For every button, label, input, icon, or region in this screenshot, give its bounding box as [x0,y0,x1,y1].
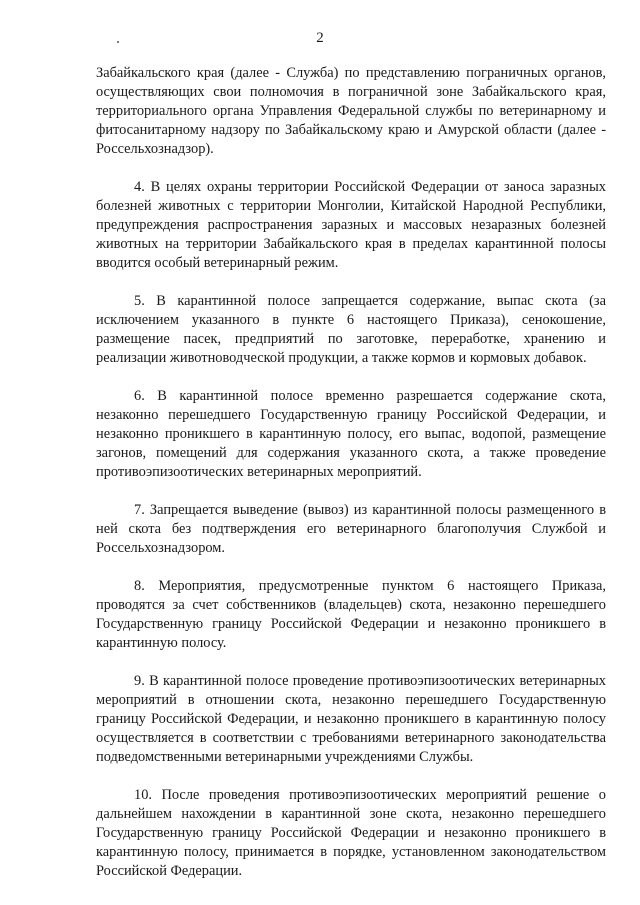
paragraph-service-definition: Забайкальского края (далее - Служба) по представлению пограничных органов, осуществляющих свои полномочия в пограничной зоне Забайкальского края, территориального органа Управления Федеральной службы по ветеринарному и фитосанитарному надзору по Забайкальскому краю и Амурской области (далее - Россельхознадзор). [96,65,606,157]
paragraph-item-7: 7. Запрещается выведение (вывоз) из карантинной полосы размещенного в ней скота без подтверждения его ветеринарного благополучия Службой и Россельхознадзором. [96,502,606,556]
paragraph-item-6: 6. В карантинной полосе временно разрешается содержание скота, незаконно перешедшего Государственную границу Российской Федерации, и незаконно проникшего в карантинную полосу, его выпас, водопой, размещение загонов, помещений для содержания указанного скота, а также проведение противоэпизоотических ветеринарных мероприятий. [96,388,606,480]
paragraph-item-5: 5. В карантинной полосе запрещается содержание, выпас скота (за исключением указанного в пункте 6 настоящего Приказа), сенокошение, размещение пасек, предприятий по заготовке, переработке, хранению и реализации животноводческой продукции, а также кормов и кормовых добавок. [96,293,606,366]
page-number: 2 [316,30,324,46]
paragraph-item-8: 8. Мероприятия, предусмотренные пунктом 6 настоящего Приказа, проводятся за счет собственников (владельцев) скота, незаконно перешедшего Государственную границу Российской Федерации и незаконно проникшего в карантинную полосу. [96,578,606,651]
paragraph-item-9: 9. В карантинной полосе проведение противоэпизоотических ветеринарных мероприятий в отношении скота, незаконно перешедшего Государственную границу Российской Федерации, и незаконно проникшего в карантинную полосу осуществляется в соответствии с требованиями ветеринарного законодательства подведомственными ветеринарными учреждениями Службы. [96,673,606,765]
document-body [96,64,606,900]
paragraph-item-10: 10. После проведения противоэпизоотических мероприятий решение о дальнейшем нахождении в карантинной зоне скота, незаконно перешедшего Государственную границу Российской Федерации и незаконно проникшего в карантинную полосу, принимается в порядке, установленном законодательством Российской Федерации. [96,787,606,879]
scan-speck [117,41,119,43]
paragraph-item-4: 4. В целях охраны территории Российской Федерации от заноса заразных болезней животных с территории Монголии, Китайской Народной Республики, предупреждения распространения заразных и массовых незаразных болезней животных на территории Забайкальского края в пределах карантинной полосы вводится особый ветеринарный режим. [96,179,606,271]
